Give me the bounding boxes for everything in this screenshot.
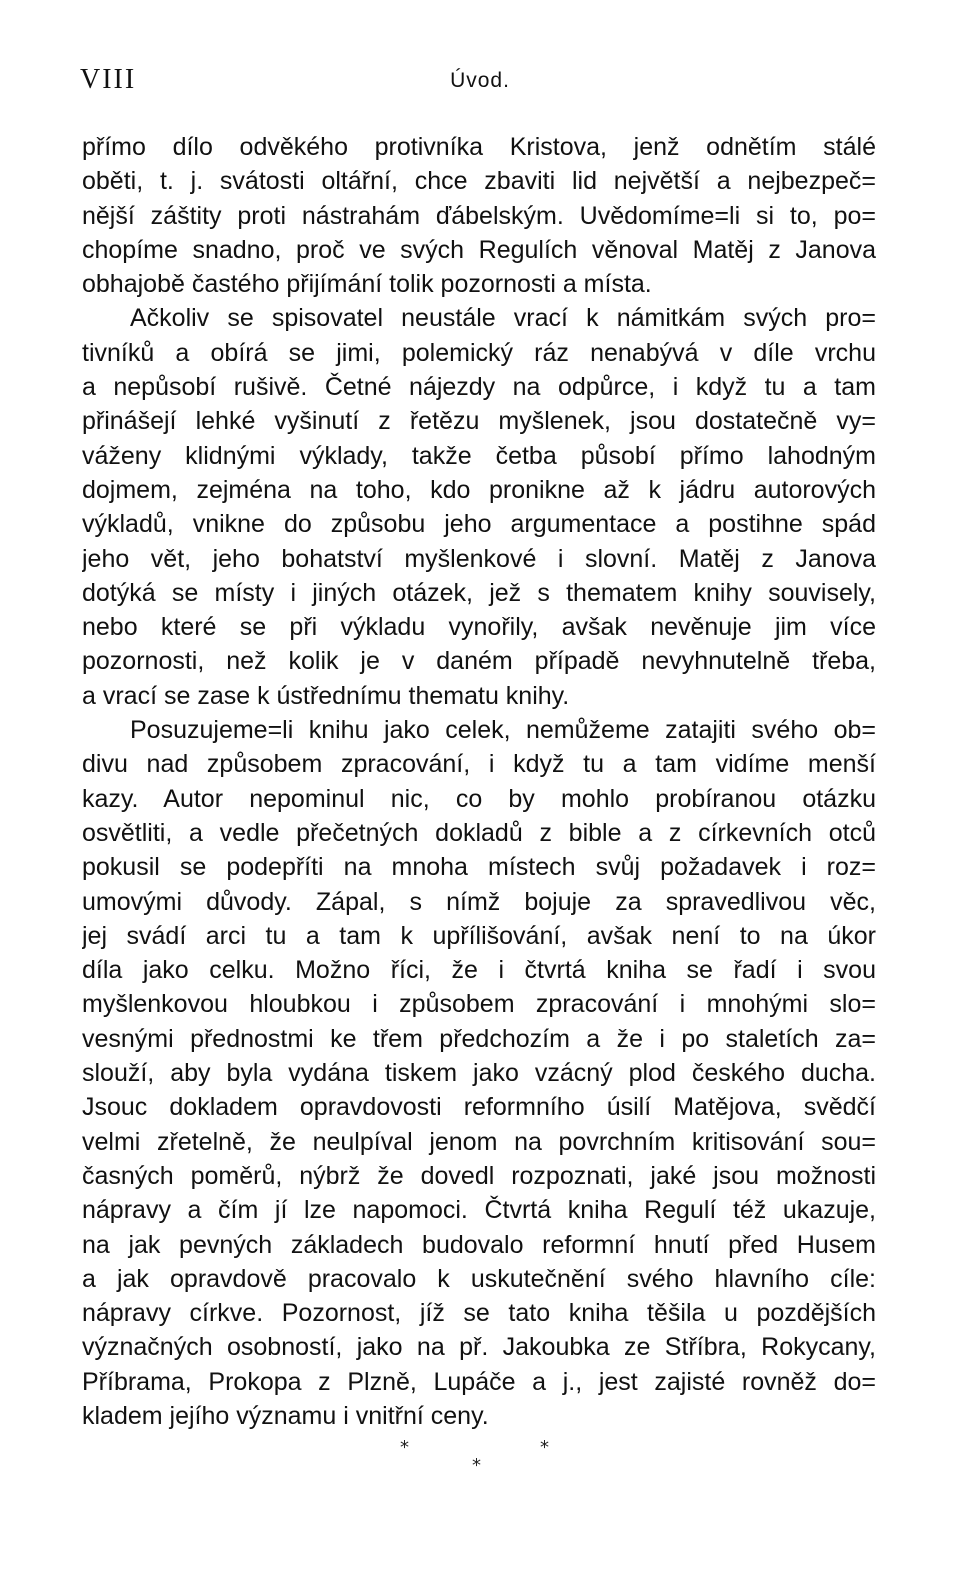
page-header xyxy=(80,62,880,102)
page-number: VIII xyxy=(80,64,137,95)
text-line: umovými důvody. Zápal, s nímž bojuje za spravedlivou věc, xyxy=(82,887,876,916)
text-line: nápravy a čím jí lze napomoci. Čtvrtá kniha Regulí též ukazuje, xyxy=(82,1196,876,1225)
running-head: Úvod. xyxy=(450,69,510,92)
text-line: nější záštity proti nástrahám ďábelským. Uvědomíme=li si to, po= xyxy=(82,201,876,230)
text-line: slouží, aby byla vydána tiskem jako vzácný plod českého ducha. xyxy=(82,1059,876,1088)
text-line: a nepůsobí rušivě. Četné nájezdy na odpůrce, i když tu a tam xyxy=(82,373,876,402)
text-line: vesnými přednostmi ke třem předchozím a že i po staletích za= xyxy=(82,1024,876,1053)
text-line: kazy. Autor nepominul nic, co by mohlo probíranou otázku xyxy=(82,784,876,813)
text-line: dotýká se místy i jiných otázek, jež s thematem knihy souvisely, xyxy=(82,578,876,607)
text-line: Příbrama, Prokopa z Plzně, Lupáče a j., jest zajisté rovněž do= xyxy=(82,1367,876,1396)
asterisk-ornament: * xyxy=(472,1455,481,1476)
text-line: dojmem, zejména na toho, kdo pronikne až k jádru autorových xyxy=(82,475,876,504)
text-line: a jak opravdově pracovalo k uskutečnění svého hlavního cíle: xyxy=(82,1264,876,1293)
asterisk-ornament: * xyxy=(400,1437,409,1458)
text-line: nebo které se při výkladu vynořily, avšak nevěnuje jim více xyxy=(82,613,876,642)
text-line: na jak pevných základech budovalo reformní hnutí před Husem xyxy=(82,1230,876,1259)
text-line: myšlenkovou hloubkou i způsobem zpracování i mnohými slo= xyxy=(82,990,876,1019)
text-line: váženy klidnými výklady, takže četba působí přímo lahodným xyxy=(82,441,876,470)
body-text xyxy=(82,130,876,1433)
text-line: Posuzujeme=li knihu jako celek, nemůžeme zatajiti svého ob= xyxy=(130,716,876,745)
text-line: kladem jejího významu i vnitřní ceny. xyxy=(82,1401,489,1430)
text-line: časných poměrů, nýbrž že dovedl rozpoznati, jaké jsou možnosti xyxy=(82,1161,876,1190)
text-line: a vrací se zase k ústřednímu thematu knihy. xyxy=(82,681,570,710)
text-line: přinášejí lehké vyšinutí z řetězu myšlenek, jsou dostatečně vy= xyxy=(82,407,876,436)
text-line: pozornosti, než kolik je v daném případě nevyhnutelně třeba, xyxy=(82,647,876,676)
text-line: přímo dílo odvěkého protivníka Kristova, jenž odnětím stálé xyxy=(82,133,876,161)
text-line: chopíme snadno, proč ve svých Regulích věnoval Matěj z Janova xyxy=(82,235,876,264)
text-line: velmi zřetelně, že neulpíval jenom na povrchním kritisování sou= xyxy=(82,1127,876,1156)
text-line: divu nad způsobem zpracování, i když tu a tam vidíme menší xyxy=(82,750,876,779)
text-line: jeho vět, jeho bohatství myšlenkové i slovní. Matěj z Janova xyxy=(82,544,876,573)
text-line: pokusil se podepříti na mnoha místech svůj požadavek i roz= xyxy=(82,853,876,882)
asterisk-ornament: * xyxy=(540,1437,549,1458)
text-line: oběti, t. j. svátosti oltářní, chce zbaviti lid největší a nejbezpeč= xyxy=(82,167,876,196)
text-line: Jsouc dokladem opravdovosti reformního úsilí Matějova, svědčí xyxy=(82,1093,876,1122)
text-line: nápravy církve. Pozornost, jíž se tato kniha těšila u pozdějších xyxy=(82,1299,876,1328)
text-line: obhajobě častého přijímání tolik pozornosti a místa. xyxy=(82,270,652,299)
text-line: tivníků a obírá se jimi, polemický ráz nenabývá v díle vrchu xyxy=(82,338,876,367)
text-line: osvětliti, a vedle přečetných dokladů z bible a z církevních otců xyxy=(82,818,876,847)
text-line: výkladů, vnikne do způsobu jeho argumentace a postihne spád xyxy=(82,510,876,539)
text-line: Ačkoliv se spisovatel neustále vrací k námitkám svých pro= xyxy=(130,304,876,333)
text-line: jej svádí arci tu a tam k upřílišování, avšak není to na úkor xyxy=(82,921,876,950)
section-ornament xyxy=(380,1435,580,1475)
text-line: díla jako celku. Možno říci, že i čtvrtá kniha se řadí i svou xyxy=(82,956,876,985)
text-line: význačných osobností, jako na př. Jakoubka ze Stříbra, Rokycany, xyxy=(82,1333,876,1362)
